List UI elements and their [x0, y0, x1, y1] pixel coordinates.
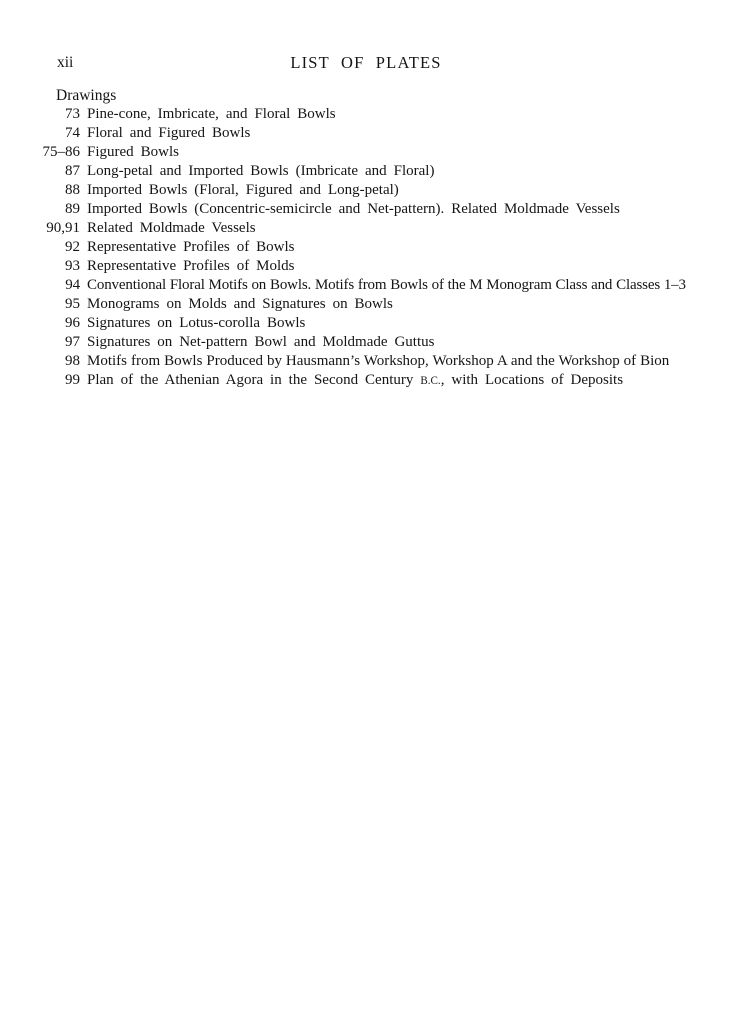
plate-description: Pine-cone, Imbricate, and Floral Bowls — [87, 106, 336, 122]
plate-description: Imported Bowls (Concentric-semicircle and Net-pattern). Related Moldmade Vessels — [87, 201, 620, 217]
plate-description: Signatures on Lotus-corolla Bowls — [87, 315, 306, 331]
plate-number: 75–86 — [42, 144, 80, 160]
list-item — [42, 219, 686, 238]
plate-description: Signatures on Net-pattern Bowl and Moldmade Guttus — [87, 334, 435, 350]
list-item — [42, 314, 686, 333]
plate-number: 96 — [65, 315, 80, 331]
plate-number: 93 — [65, 258, 80, 274]
list-item — [42, 371, 686, 390]
list-item — [42, 295, 686, 314]
list-item — [42, 181, 686, 200]
plate-number: 87 — [65, 163, 80, 179]
list-item — [42, 333, 686, 352]
plate-description: Representative Profiles of Bowls — [87, 239, 295, 255]
page-title: LIST OF PLATES — [290, 53, 442, 72]
page-number: xii — [57, 54, 74, 71]
list-item — [42, 105, 686, 124]
plate-number: 88 — [65, 182, 80, 198]
list-item — [42, 124, 686, 143]
plate-list — [42, 105, 686, 390]
plate-description: Imported Bowls (Floral, Figured and Long-petal) — [87, 182, 399, 198]
section-heading-drawings: Drawings — [56, 87, 117, 104]
plate-number: 89 — [65, 201, 80, 217]
list-item — [42, 143, 686, 162]
plate-number: 94 — [65, 277, 80, 293]
plate-description: Monograms on Molds and Signatures on Bowls — [87, 296, 393, 312]
plate-description: Figured Bowls — [87, 144, 179, 160]
plate-description: Motifs from Bowls Produced by Hausmann’s Workshop, Workshop A and the Workshop of Bion — [87, 353, 670, 369]
list-item — [42, 276, 686, 295]
plate-description: Long-petal and Imported Bowls (Imbricate and Floral) — [87, 163, 435, 179]
plate-number: 74 — [65, 125, 80, 141]
plate-number: 92 — [65, 239, 80, 255]
plate-description: Related Moldmade Vessels — [87, 220, 256, 236]
list-item — [42, 352, 686, 371]
list-item — [42, 200, 686, 219]
plate-description: Floral and Figured Bowls — [87, 125, 251, 141]
plate-description: Conventional Floral Motifs on Bowls. Motifs from Bowls of the M Monogram Class and Classes 1–3 — [87, 277, 686, 293]
list-item — [42, 162, 686, 181]
plate-description: Plan of the Athenian Agora in the Second Century B.C., with Locations of Deposits — [87, 372, 624, 388]
plate-number: 90,91 — [46, 220, 80, 236]
plate-number: 95 — [65, 296, 80, 312]
plate-number: 97 — [65, 334, 80, 350]
plate-number: 99 — [65, 372, 80, 388]
plate-description: Representative Profiles of Molds — [87, 258, 295, 274]
list-item — [42, 257, 686, 276]
plate-number: 98 — [65, 353, 80, 369]
list-item — [42, 238, 686, 257]
plate-number: 73 — [65, 106, 80, 122]
